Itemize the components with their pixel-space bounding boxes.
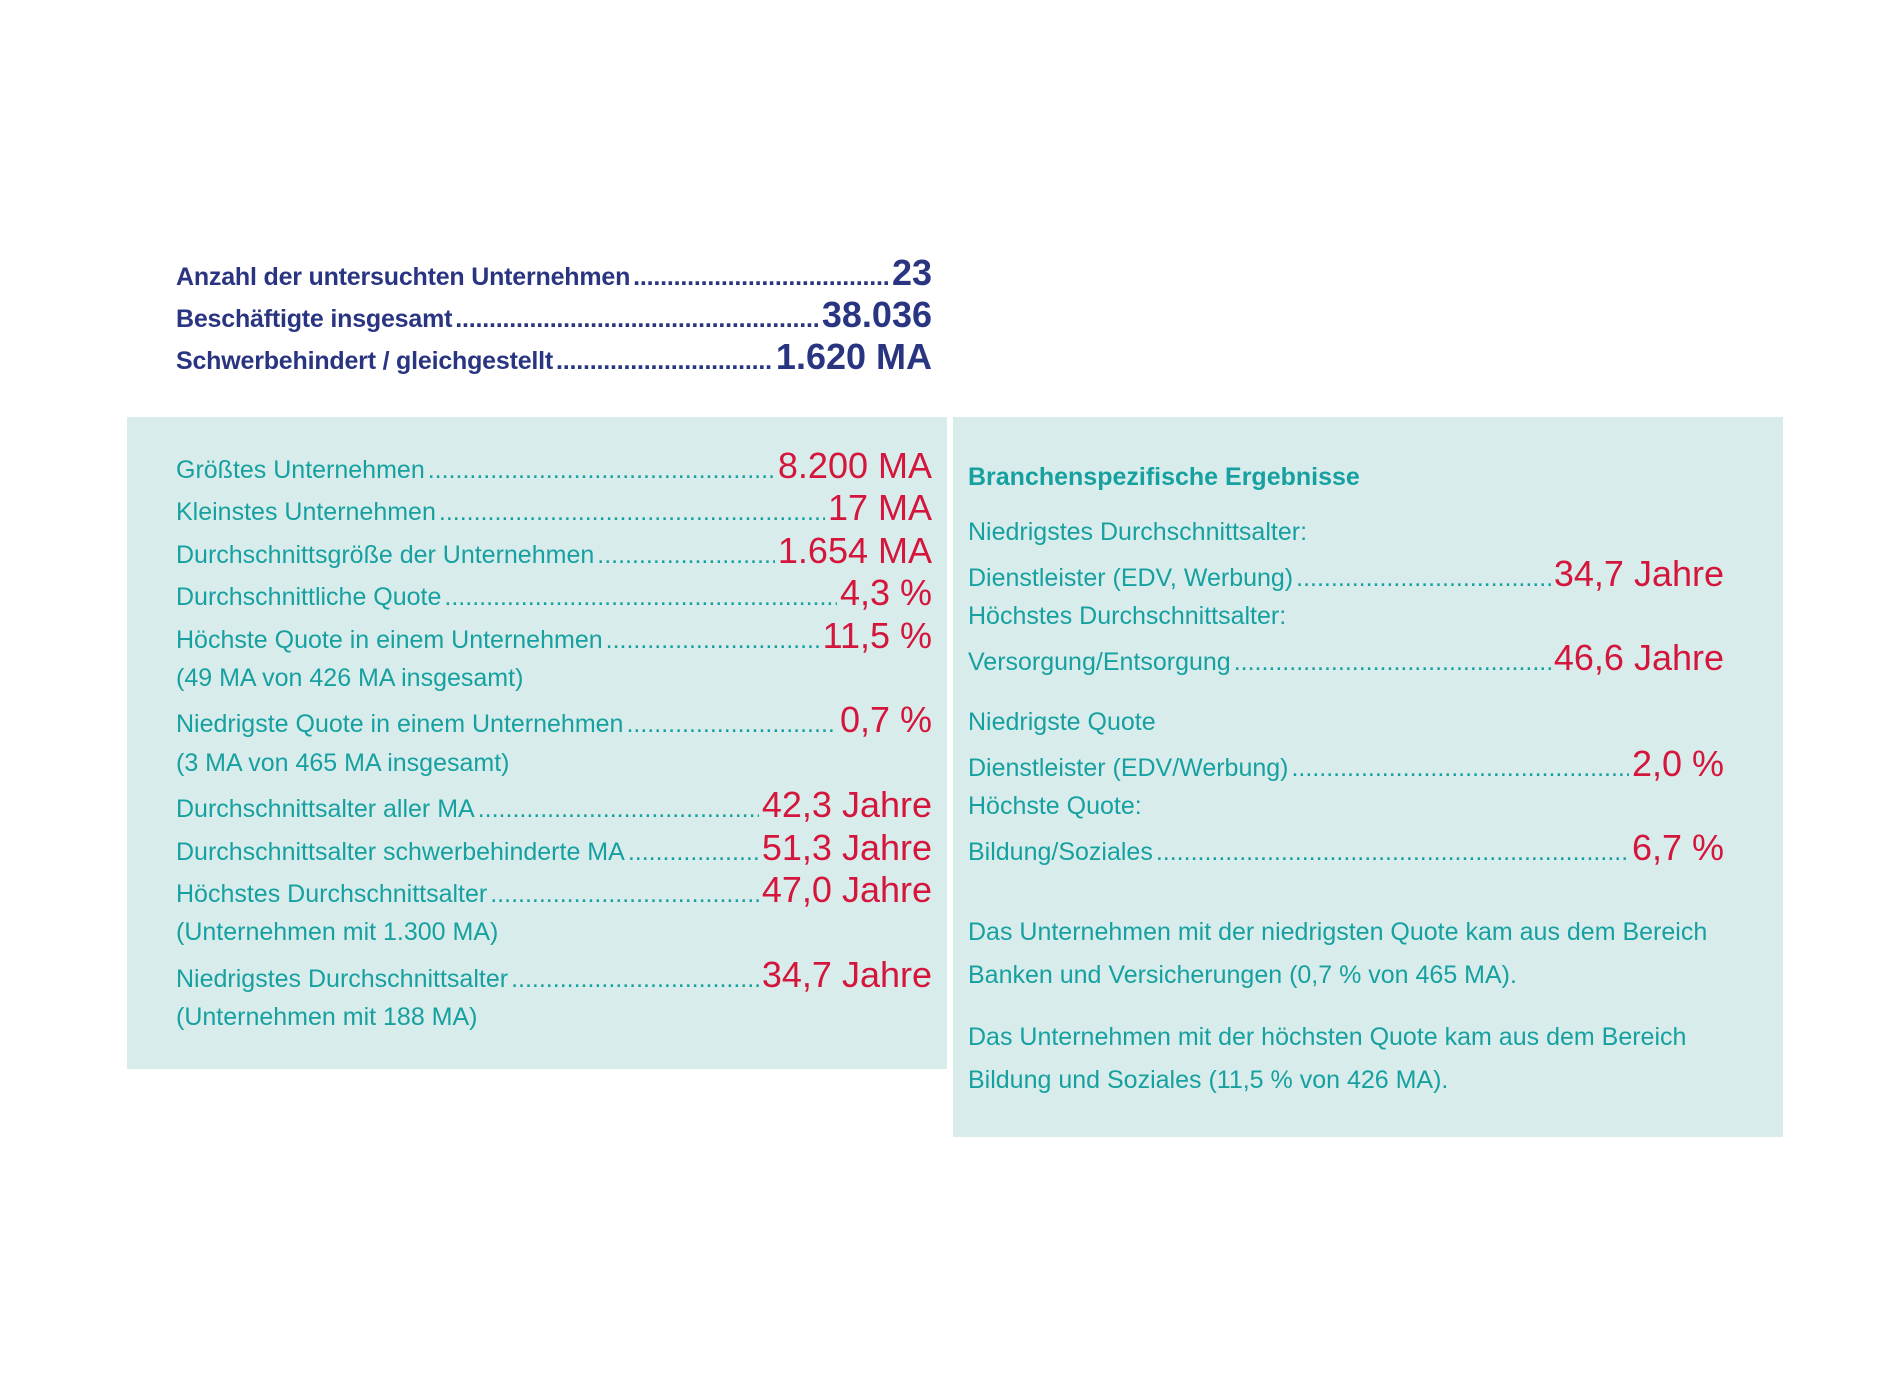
industry-value: 6,7 % xyxy=(1631,827,1724,868)
stat-value: 1.654 MA xyxy=(777,529,932,571)
stat-label: Durchschnittsalter aller MA xyxy=(176,795,475,824)
industry-row-lowest-age xyxy=(968,553,1724,595)
stat-row-highest-quota xyxy=(176,615,932,657)
stat-label: Niedrigste Quote in einem Unternehmen xyxy=(176,710,624,739)
stat-row-smallest-company xyxy=(176,487,932,529)
summary-label: Anzahl der untersuchten Unternehmen xyxy=(176,263,631,291)
leader-dots xyxy=(439,498,825,527)
stat-label: Durchschnittsalter schwerbehinderte MA xyxy=(176,837,625,866)
summary-value: 1.620 MA xyxy=(775,336,932,377)
industry-label: Versorgung/Entsorgung xyxy=(968,648,1231,676)
leader-dots xyxy=(444,583,837,612)
paragraph-line: Das Unternehmen mit der niedrigsten Quote kam aus dem Bereich xyxy=(968,918,1708,946)
leader-dots xyxy=(1234,648,1551,677)
stat-note: (Unternehmen mit 1.300 MA) xyxy=(176,918,499,947)
leader-dots xyxy=(597,541,775,570)
stat-row-lowest-quota xyxy=(176,699,932,741)
stat-label: Kleinstes Unternehmen xyxy=(176,498,436,527)
leader-dots xyxy=(556,347,773,376)
stat-label: Niedrigstes Durchschnittsalter xyxy=(176,964,509,993)
industry-value: 34,7 Jahre xyxy=(1553,553,1724,594)
stat-row-average-age-disabled xyxy=(176,827,932,869)
stat-note: (Unternehmen mit 188 MA) xyxy=(176,1003,478,1032)
stat-value: 51,3 Jahre xyxy=(761,826,932,868)
stat-label: Größtes Unternehmen xyxy=(176,456,425,484)
stat-row-lowest-average-age xyxy=(176,954,932,996)
summary-label: Beschäftigte insgesamt xyxy=(176,305,453,333)
stat-label: Durchschnittliche Quote xyxy=(176,583,442,612)
lowest-quota-title: Niedrigste Quote xyxy=(968,708,1156,736)
stat-row-highest-average-age xyxy=(176,869,932,911)
stat-value: 4,3 % xyxy=(839,572,932,614)
stat-row-average-quota xyxy=(176,572,932,614)
leader-dots xyxy=(455,305,819,334)
general-stats-panel xyxy=(127,417,947,1069)
leader-dots xyxy=(1291,754,1628,783)
stat-row-average-age xyxy=(176,784,932,826)
leader-dots xyxy=(633,263,889,292)
highest-quota-title: Höchste Quote: xyxy=(968,792,1142,820)
stat-value: 34,7 Jahre xyxy=(761,953,932,995)
industry-row-highest-quota xyxy=(968,827,1724,869)
paragraph-line: Das Unternehmen mit der höchsten Quote kam aus dem Bereich xyxy=(968,1023,1687,1051)
paragraph-line: Bildung und Soziales (11,5 % von 426 MA). xyxy=(968,1066,1449,1094)
stat-row-average-size xyxy=(176,530,932,572)
leader-dots xyxy=(511,965,759,994)
highest-age-title: Höchstes Durchschnittsalter: xyxy=(968,602,1287,630)
paragraph-line: Banken und Versicherungen (0,7 % von 465 MA). xyxy=(968,961,1517,989)
stat-value: 17 MA xyxy=(827,487,932,529)
leader-dots xyxy=(1156,838,1629,867)
leader-dots xyxy=(606,626,820,655)
industry-results-content xyxy=(968,453,1724,1102)
summary-label: Schwerbehindert / gleichgestellt xyxy=(176,347,554,375)
paragraph-lowest-quota xyxy=(968,911,1724,997)
summary-row-companies xyxy=(176,252,932,294)
industry-row-lowest-quota xyxy=(968,743,1724,785)
stat-list xyxy=(176,445,932,1038)
industry-label: Dienstleister (EDV/Werbung) xyxy=(968,754,1289,782)
lowest-age-title: Niedrigstes Durchschnittsalter: xyxy=(968,518,1308,546)
stat-value: 0,7 % xyxy=(839,699,932,741)
stat-label: Höchste Quote in einem Unternehmen xyxy=(176,625,603,654)
stat-row-largest-company xyxy=(176,445,932,487)
industry-value: 2,0 % xyxy=(1631,743,1724,784)
leader-dots xyxy=(1296,564,1551,593)
stat-value: 42,3 Jahre xyxy=(761,784,932,826)
leader-dots xyxy=(626,710,836,739)
summary-row-disabled xyxy=(176,336,932,378)
summary-value: 23 xyxy=(891,252,932,293)
leader-dots xyxy=(428,456,775,485)
stat-value: 47,0 Jahre xyxy=(761,868,932,910)
stat-note: (49 MA von 426 MA insgesamt) xyxy=(176,663,524,692)
summary-block xyxy=(176,252,932,378)
stat-value: 8.200 MA xyxy=(777,445,932,486)
summary-value: 38.036 xyxy=(821,294,932,335)
stat-value: 11,5 % xyxy=(822,614,932,656)
stat-note: (3 MA von 465 MA insgesamt) xyxy=(176,748,510,777)
industry-row-highest-age xyxy=(968,637,1724,679)
leader-dots xyxy=(628,838,759,867)
leader-dots xyxy=(490,880,759,909)
industry-label: Bildung/Soziales xyxy=(968,838,1153,866)
stat-label: Höchstes Durchschnittsalter xyxy=(176,879,488,908)
industry-label: Dienstleister (EDV, Werbung) xyxy=(968,564,1294,592)
leader-dots xyxy=(478,795,759,824)
industry-value: 46,6 Jahre xyxy=(1553,637,1724,678)
paragraph-highest-quota xyxy=(968,1016,1724,1102)
stat-label: Durchschnittsgröße der Unternehmen xyxy=(176,540,595,569)
summary-row-employees xyxy=(176,294,932,336)
panel-heading: Branchenspezifische Ergebnisse xyxy=(968,463,1360,491)
industry-results-panel xyxy=(953,417,1783,1137)
